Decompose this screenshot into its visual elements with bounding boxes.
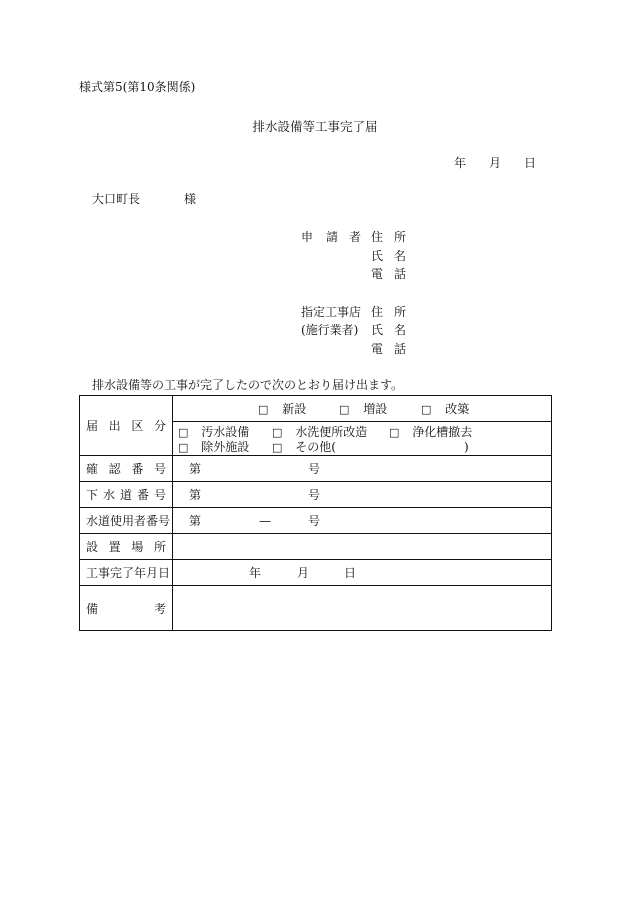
checkbox-icon[interactable]: □ bbox=[339, 403, 350, 416]
form-number: 様式第5(第10条関係) bbox=[79, 80, 196, 94]
renovation-option[interactable] bbox=[421, 403, 469, 415]
applicant-label-1: 申 bbox=[301, 230, 314, 244]
completion-day-label: 日 bbox=[344, 566, 357, 580]
checkbox-icon[interactable]: □ bbox=[178, 441, 189, 454]
contractor-sublabel: (施行業者) bbox=[301, 323, 359, 337]
label-char: 号 bbox=[153, 462, 166, 476]
confirmation-number-label bbox=[80, 456, 173, 482]
label-char: 番 bbox=[131, 462, 144, 476]
label-char: 場 bbox=[131, 540, 144, 554]
addressee-honorific: 様 bbox=[184, 192, 197, 206]
exclusion-facility-option[interactable] bbox=[178, 441, 249, 453]
contractor-address-label-b: 所 bbox=[394, 305, 407, 319]
remarks-field[interactable] bbox=[173, 586, 552, 631]
date-day-label: 日 bbox=[524, 156, 537, 170]
label-char: 備 bbox=[86, 601, 99, 616]
label-char: 届 bbox=[86, 419, 99, 433]
label-char: 設 bbox=[86, 540, 99, 554]
other-close-paren: ) bbox=[464, 440, 469, 454]
construction-type-options bbox=[173, 396, 552, 422]
flush-toilet-option[interactable] bbox=[272, 426, 367, 438]
completion-date-field[interactable] bbox=[173, 560, 552, 586]
label-char: 出 bbox=[108, 419, 121, 433]
installation-location-field[interactable] bbox=[173, 534, 552, 560]
contractor-phone-label-b: 話 bbox=[394, 342, 407, 356]
checkbox-icon[interactable]: □ bbox=[258, 403, 269, 416]
label-char: 号 bbox=[153, 488, 166, 502]
sewage-facility-option[interactable] bbox=[178, 426, 249, 438]
label-char: 分 bbox=[153, 419, 166, 433]
contractor-name-label-a: 氏 bbox=[371, 323, 384, 337]
option-label: 除外施設 bbox=[201, 440, 250, 454]
applicant-label-2: 請 bbox=[326, 230, 339, 244]
completion-date-label bbox=[80, 560, 173, 586]
applicant-phone-label-b: 話 bbox=[394, 267, 407, 281]
label-text: 工事完了年月日 bbox=[86, 566, 171, 580]
checkbox-icon[interactable]: □ bbox=[421, 403, 432, 416]
completion-form-table bbox=[79, 395, 552, 631]
water-user-number-field[interactable] bbox=[173, 508, 552, 534]
number-prefix: 第 bbox=[189, 488, 202, 502]
applicant-label-3: 者 bbox=[349, 230, 362, 244]
label-char: 考 bbox=[153, 601, 166, 616]
label-char: 下 bbox=[86, 488, 99, 502]
contractor-address-label-a: 住 bbox=[371, 305, 384, 319]
label-char: 区 bbox=[131, 419, 144, 433]
completion-year-label: 年 bbox=[249, 566, 262, 580]
checkbox-icon[interactable]: □ bbox=[272, 426, 283, 439]
water-user-number-label bbox=[80, 508, 173, 534]
sewer-number-field[interactable] bbox=[173, 482, 552, 508]
contractor-label: 指定工事店 bbox=[301, 305, 362, 319]
option-label: 水洗便所改造 bbox=[295, 425, 368, 439]
applicant-name-label-b: 名 bbox=[394, 249, 407, 263]
applicant-address-label-a: 住 bbox=[371, 230, 384, 244]
number-dash: — bbox=[259, 514, 271, 528]
other-option[interactable] bbox=[272, 441, 336, 453]
contractor-phone-label-a: 電 bbox=[371, 342, 384, 356]
addressee: 大口町長 bbox=[92, 192, 141, 206]
label-char: 置 bbox=[108, 540, 121, 554]
label-char: 道 bbox=[119, 488, 132, 502]
document-title: 排水設備等工事完了届 bbox=[252, 119, 378, 134]
label-char: 所 bbox=[153, 540, 166, 554]
label-char: 水 bbox=[102, 488, 115, 502]
label-char: 番 bbox=[136, 488, 149, 502]
applicant-name-label-a: 氏 bbox=[371, 249, 384, 263]
new-construction-option[interactable] bbox=[258, 403, 306, 415]
option-label: その他( bbox=[295, 440, 336, 454]
extension-option[interactable] bbox=[339, 403, 387, 415]
remarks-label bbox=[80, 586, 173, 631]
checkbox-icon[interactable]: □ bbox=[178, 426, 189, 439]
number-suffix: 号 bbox=[308, 514, 321, 528]
facility-type-options bbox=[173, 422, 552, 456]
notification-type-label bbox=[80, 396, 173, 456]
number-prefix: 第 bbox=[189, 514, 202, 528]
intro-statement: 排水設備等の工事が完了したので次のとおり届け出ます。 bbox=[92, 378, 404, 392]
label-text: 水道使用者番号 bbox=[86, 514, 171, 528]
checkbox-icon[interactable]: □ bbox=[389, 426, 400, 439]
applicant-address-label-b: 所 bbox=[394, 230, 407, 244]
number-suffix: 号 bbox=[308, 488, 321, 502]
applicant-phone-label-a: 電 bbox=[371, 267, 384, 281]
number-prefix: 第 bbox=[189, 462, 202, 476]
septic-removal-option[interactable] bbox=[389, 426, 472, 438]
checkbox-icon[interactable]: □ bbox=[272, 441, 283, 454]
option-label: 改築 bbox=[445, 402, 470, 416]
completion-month-label: 月 bbox=[297, 566, 310, 580]
label-char: 認 bbox=[108, 462, 121, 476]
option-label: 増設 bbox=[363, 402, 388, 416]
date-month-label: 月 bbox=[489, 156, 502, 170]
number-suffix: 号 bbox=[308, 462, 321, 476]
option-label: 汚水設備 bbox=[201, 425, 250, 439]
contractor-name-label-b: 名 bbox=[394, 323, 407, 337]
option-label: 浄化槽撤去 bbox=[412, 425, 473, 439]
sewer-number-label bbox=[80, 482, 173, 508]
installation-location-label bbox=[80, 534, 173, 560]
date-year-label: 年 bbox=[454, 156, 467, 170]
label-char: 確 bbox=[86, 462, 99, 476]
confirmation-number-field[interactable] bbox=[173, 456, 552, 482]
option-label: 新設 bbox=[282, 402, 307, 416]
